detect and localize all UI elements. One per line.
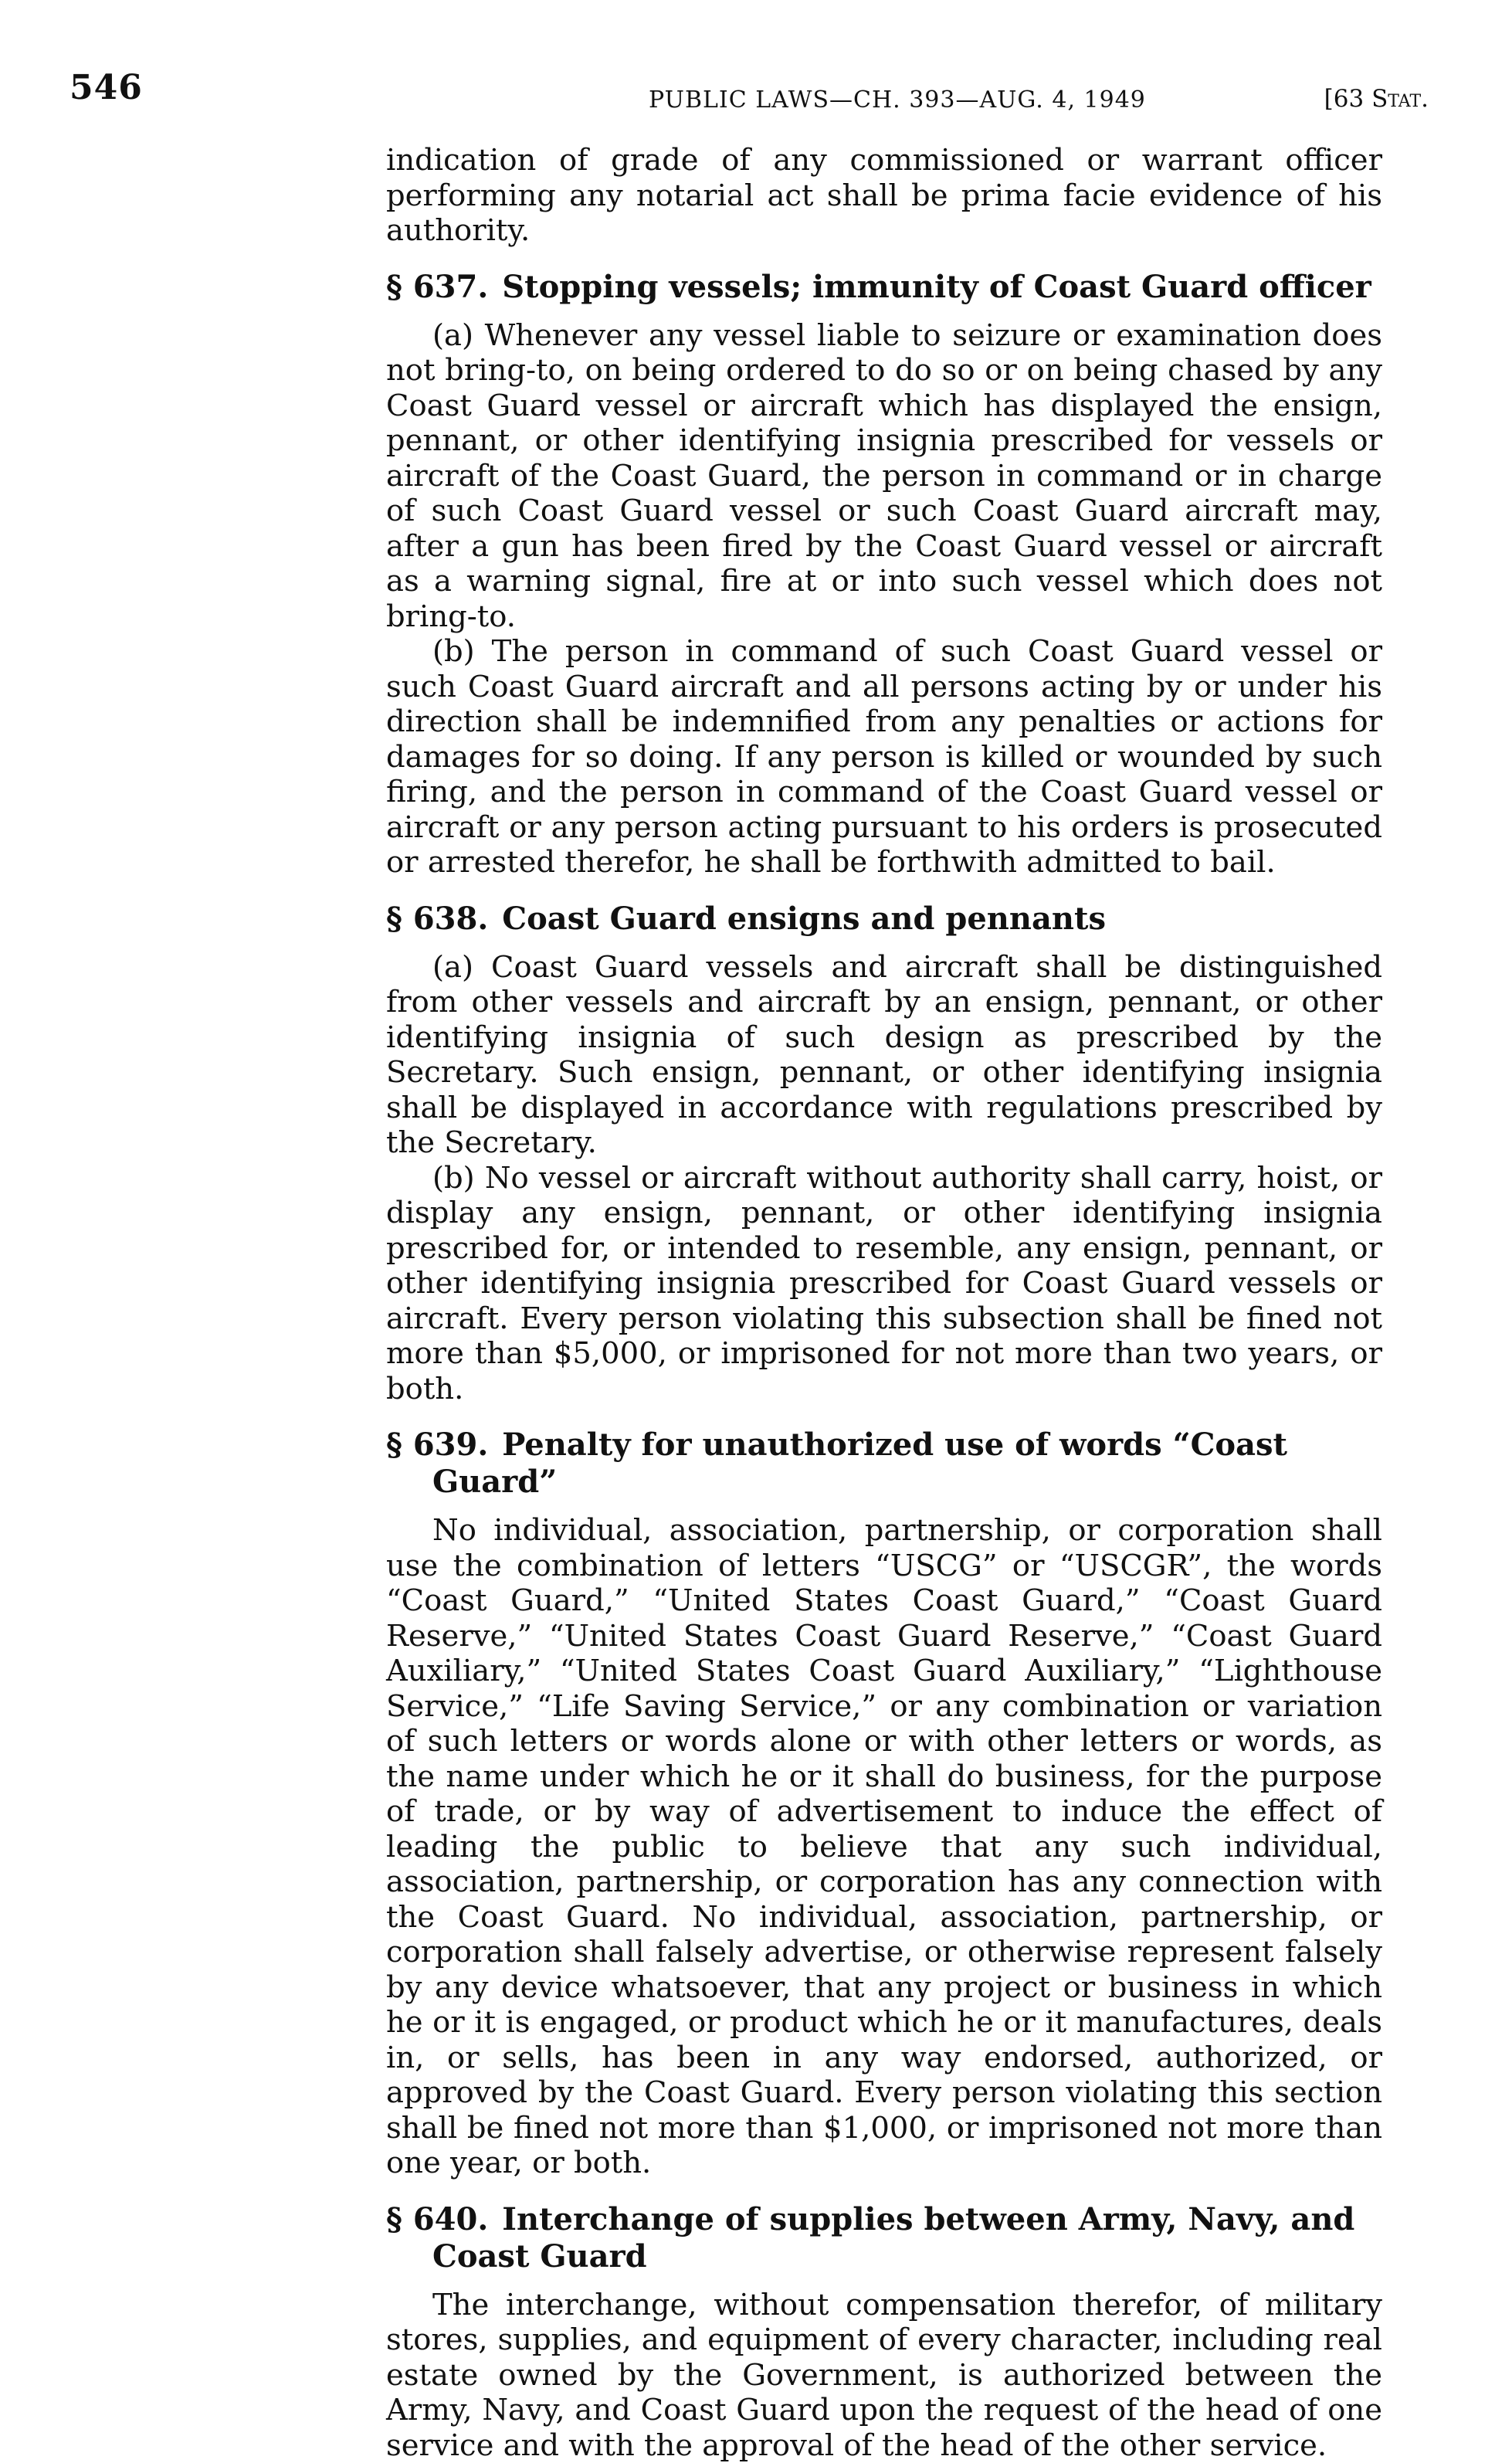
section-paragraph: No individual, association, partnership, or corporation shall use the combination of letters “USCG” or “USCGR”, the words “Coast Guard,” “United States Coast Guard,” “Coast Guard Reserve,” “United States Coast Guard Reserve,” “Coast Guard Auxiliary,” “United States Coast Guard Auxiliary,” “Lighthouse Service,” “Life Saving Service,” or any combination or variation of such letters or words alone or with other letters or words, as the name under which he or it shall do business, for the purpose of trade, or by way of advertisement to induce the effect of leading the public to believe that any such individual, association, partnership, or corporation has any connection with the Coast Guard. No individual, association, partnership, or corporation shall falsely advertise, or otherwise represent falsely by any device whatsoever, that any project or business in which he or it is engaged, or product which he or it manufactures, deals in, or sells, has been in any way endorsed, authorized, or approved by the Coast Guard. Every person violating this section shall be fined not more than $1,000, or imprisoned not more than one year, or both. bbox=[386, 1513, 1382, 2181]
section-paragraph: (b) No vessel or aircraft without authority shall carry, hoist, or display any ensign, pennant, or other identifying insignia prescribed for, or intended to resemble, any ensign, pennant, or other identifying insignia prescribed for Coast Guard vessels or aircraft. Every person violating this subsection shall be fined not more than $5,000, or imprisoned for not more than two years, or both. bbox=[386, 1161, 1382, 1407]
section-title: Penalty for unauthorized use of words “Coast Guard” bbox=[432, 1427, 1287, 1500]
section-paragraph: (b) The person in command of such Coast Guard vessel or such Coast Guard aircraft and all persons acting by or under his direction shall be indemnified from any penalties or actions for damages for so doing. If any person is killed or wounded by such firing, and the person in command of the Coast Guard vessel or aircraft or any person acting pursuant to his orders is prosecuted or arrested therefor, he shall be forthwith admitted to bail. bbox=[386, 634, 1382, 880]
section-title: Coast Guard ensigns and pennants bbox=[502, 901, 1106, 937]
section-heading bbox=[386, 901, 1382, 938]
section-paragraph: (a) Coast Guard vessels and aircraft shall be distinguished from other vessels and aircraft by an ensign, pennant, or other identifying insignia of such design as prescribed by the Secretary. Such ensign, pennant, or other identifying insignia shall be displayed in accordance with regulations prescribed by the Secretary. bbox=[386, 950, 1382, 1161]
section-title: Stopping vessels; immunity of Coast Guard officer bbox=[502, 269, 1371, 305]
section-heading bbox=[386, 1427, 1382, 1501]
section-number: § 638. bbox=[386, 901, 488, 937]
section-638 bbox=[386, 901, 1382, 1407]
section-639 bbox=[386, 1427, 1382, 2181]
section-637 bbox=[386, 269, 1382, 880]
running-head: PUBLIC LAWS—CH. 393—AUG. 4, 1949 bbox=[649, 87, 1146, 114]
page-number: 546 bbox=[69, 68, 143, 107]
page-header bbox=[69, 68, 1429, 114]
section-number: § 639. bbox=[386, 1427, 488, 1463]
intro-paragraph: indication of grade of any commissioned or warrant officer performing any notarial act shall be prima facie evidence of his authority. bbox=[386, 143, 1382, 249]
section-heading bbox=[386, 2201, 1382, 2275]
page-body bbox=[386, 143, 1382, 2463]
statute-reference: [63 Stat. bbox=[1324, 85, 1429, 113]
section-paragraph: (a) Whenever any vessel liable to seizure or examination does not bring-to, on being ordered to do so or on being chased by any Coast Guard vessel or aircraft which has displayed the ensign, pennant, or other identifying insignia prescribed for vessels or aircraft of the Coast Guard, the person in command or in charge of such Coast Guard vessel or such Coast Guard aircraft may, after a gun has been fired by the Coast Guard vessel or aircraft as a warning signal, fire at or into such vessel which does not bring-to. bbox=[386, 318, 1382, 635]
section-paragraph: The interchange, without compensation therefor, of military stores, supplies, and equipment of every character, including real estate owned by the Government, is authorized between the Army, Navy, and Coast Guard upon the request of the head of one service and with the approval of the head of the other service. bbox=[386, 2288, 1382, 2463]
section-number: § 637. bbox=[386, 269, 488, 305]
section-title: Interchange of supplies between Army, Navy, and Coast Guard bbox=[432, 2201, 1354, 2275]
section-heading bbox=[386, 269, 1382, 306]
section-640 bbox=[386, 2201, 1382, 2463]
section-number: § 640. bbox=[386, 2201, 488, 2237]
